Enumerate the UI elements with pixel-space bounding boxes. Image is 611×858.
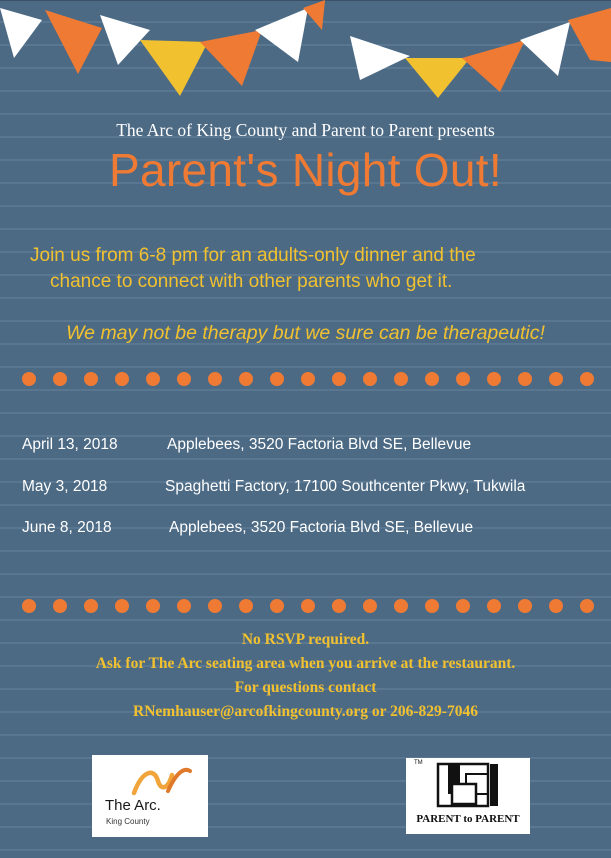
intro-line-1: Join us from 6-8 pm for an adults-only dinner and the: [30, 245, 476, 266]
p2p-trademark: TM: [414, 760, 423, 766]
questions-note: For questions contact: [234, 679, 377, 696]
rsvp-note: No RSVP required.: [241, 631, 370, 648]
bunting-flag: [405, 58, 470, 98]
event-location: Spaghetti Factory, 17100 Southcenter Pkwy, Tukwila: [165, 478, 526, 495]
event-location: Applebees, 3520 Factoria Blvd SE, Bellevue: [167, 436, 472, 453]
bunting-flag: [350, 36, 410, 80]
bunting-flag: [0, 8, 42, 58]
tagline: We may not be therapy but we sure can be therapeutic!: [66, 322, 545, 344]
bunting-flag: [520, 22, 570, 76]
event-date: June 8, 2018: [22, 519, 112, 536]
intro-line-2: chance to connect with other parents who get it.: [50, 271, 453, 292]
bunting-flag: [462, 40, 525, 92]
bunting-flag: [140, 40, 208, 96]
event-date: April 13, 2018: [22, 436, 118, 453]
presenters-line: The Arc of King County and Parent to Parent presents: [116, 120, 495, 140]
bunting-flag: [255, 8, 308, 62]
bunting-flag: [200, 30, 262, 86]
seating-note: Ask for The Arc seating area when you arrive at the restaurant.: [95, 655, 516, 672]
dot-divider-bottom: [22, 597, 594, 615]
event-date: May 3, 2018: [22, 478, 108, 495]
arc-logo: [92, 755, 208, 837]
bunting-flag: [568, 8, 611, 62]
bunting-flag: [45, 10, 102, 74]
event-title: Parent's Night Out!: [109, 144, 502, 196]
arc-logo-name: The Arc.: [105, 797, 161, 814]
dot-divider-top: [22, 370, 594, 388]
parent-to-parent-emblem-icon: [428, 760, 508, 810]
p2p-logo-name: PARENT to PARENT: [416, 813, 520, 825]
bunting-flag: [100, 15, 150, 65]
parent-to-parent-logo: [406, 758, 530, 834]
arc-logo-sub: King County: [106, 817, 150, 826]
bunting-decoration: [0, 0, 611, 110]
event-location: Applebees, 3520 Factoria Blvd SE, Bellevue: [169, 519, 474, 536]
contact-link[interactable]: RNemhauser@arcofkingcounty.org or 206-829-7046: [133, 703, 478, 720]
arc-swirl-icon: [128, 761, 198, 797]
